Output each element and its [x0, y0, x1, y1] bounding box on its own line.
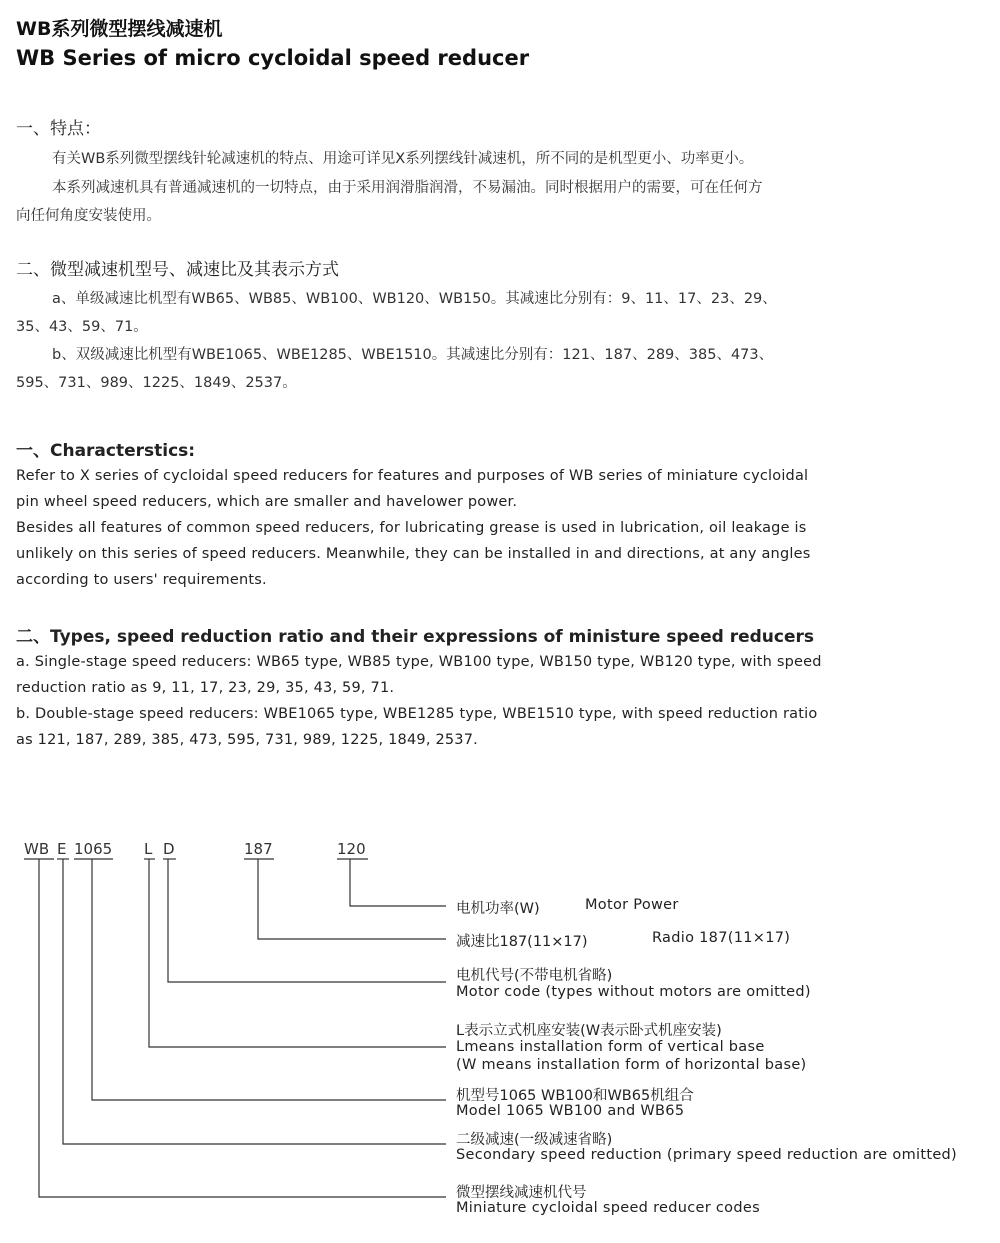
- label-mount-cn: L表示立式机座安装(W表示卧式机座安装): [456, 1023, 722, 1039]
- en-section1-line: unlikely on this series of speed reducers. Meanwhile, they can be installed in and directions, at any angles: [16, 546, 811, 562]
- cn-section2-line: 35、43、59、71。: [16, 319, 148, 335]
- label-codeid-cn: 微型摆线减速机代号: [456, 1185, 587, 1201]
- en-section1-line: pin wheel speed reducers, which are smaller and havelower power.: [16, 494, 518, 510]
- cn-section1-line: 本系列减速机具有普通减速机的一切特点，由于采用润滑脂润滑，不易漏油。同时根据用户的需要，可在任何方: [52, 180, 763, 196]
- cn-section1-line: 有关WB系列微型摆线针轮减速机的特点、用途可详见X系列摆线针减速机，所不同的是机型更小、功率更小。: [52, 151, 754, 167]
- en-section1-heading: 一、Characterstics:: [16, 441, 196, 461]
- code-model: 1065: [74, 840, 113, 858]
- label-power-cn: 电机功率(W): [456, 901, 540, 917]
- label-stage-cn: 二级减速(一级减速省略): [456, 1132, 613, 1148]
- en-section1-line: Refer to X series of cycloidal speed reducers for features and purposes of WB series of miniature cycloidal: [16, 468, 809, 484]
- cn-section1-line: 向任何角度安装使用。: [16, 208, 161, 224]
- cn-section2-line: a、单级减速比机型有WB65、WB85、WB100、WB120、WB150。其减速比分别有：9、11、17、23、29、: [52, 291, 777, 307]
- title-english: WB Series of micro cycloidal speed reducer: [16, 46, 530, 70]
- en-section2-line: reduction ratio as 9, 11, 17, 23, 29, 35, 43, 59, 71.: [16, 680, 395, 696]
- en-section1-line: according to users' requirements.: [16, 572, 267, 588]
- label-mount-en: Lmeans installation form of vertical base: [456, 1039, 765, 1055]
- en-section2-heading: 二、Types, speed reduction ratio and their expressions of ministure speed reducers: [16, 627, 814, 647]
- en-section1-line: Besides all features of common speed reducers, for lubricating grease is used in lubrication, oil leakage is: [16, 520, 807, 536]
- en-section2-line: a. Single-stage speed reducers: WB65 type, WB85 type, WB100 type, WB150 type, WB120 type, with speed: [16, 654, 822, 670]
- label-ratio-en: Radio 187(11×17): [652, 930, 791, 946]
- cn-section2-line: b、双级减速比机型有WBE1065、WBE1285、WBE1510。其减速比分别有：121、187、289、385、473、: [52, 347, 774, 363]
- label-ratio-cn: 减速比187(11×17): [456, 934, 588, 950]
- label-power-en: Motor Power: [585, 897, 679, 913]
- code-power: 120: [337, 840, 366, 858]
- code-e: E: [57, 840, 67, 858]
- code-wb: WB: [24, 840, 50, 858]
- cn-section1-heading: 一、特点：: [16, 119, 101, 139]
- en-section2-line: b. Double-stage speed reducers: WBE1065 type, WBE1285 type, WBE1510 type, with speed reduction ratio: [16, 706, 818, 722]
- label-stage-en: Secondary speed reduction (primary speed reduction are omitted): [456, 1147, 958, 1163]
- code-l: L: [144, 840, 153, 858]
- code-d: D: [163, 840, 175, 858]
- code-ratio: 187: [244, 840, 273, 858]
- label-motor-cn: 电机代号(不带电机省略): [456, 968, 613, 984]
- en-section2-line: as 121, 187, 289, 385, 473, 595, 731, 989, 1225, 1849, 2537.: [16, 732, 478, 748]
- label-model-en: Model 1065 WB100 and WB65: [456, 1103, 685, 1119]
- label-mount-en-alt: (W means installation form of horizontal base): [456, 1057, 807, 1073]
- label-codeid-en: Miniature cycloidal speed reducer codes: [456, 1200, 760, 1216]
- cn-section2-line: 595、731、989、1225、1849、2537。: [16, 375, 297, 391]
- label-model-cn: 机型号1065 WB100和WB65机组合: [456, 1088, 694, 1104]
- title-chinese: WB系列微型摆线减速机: [16, 18, 223, 40]
- cn-section2-heading: 二、微型减速机型号、减速比及其表示方式: [16, 260, 339, 280]
- label-motor-en: Motor code (types without motors are omitted): [456, 984, 811, 1000]
